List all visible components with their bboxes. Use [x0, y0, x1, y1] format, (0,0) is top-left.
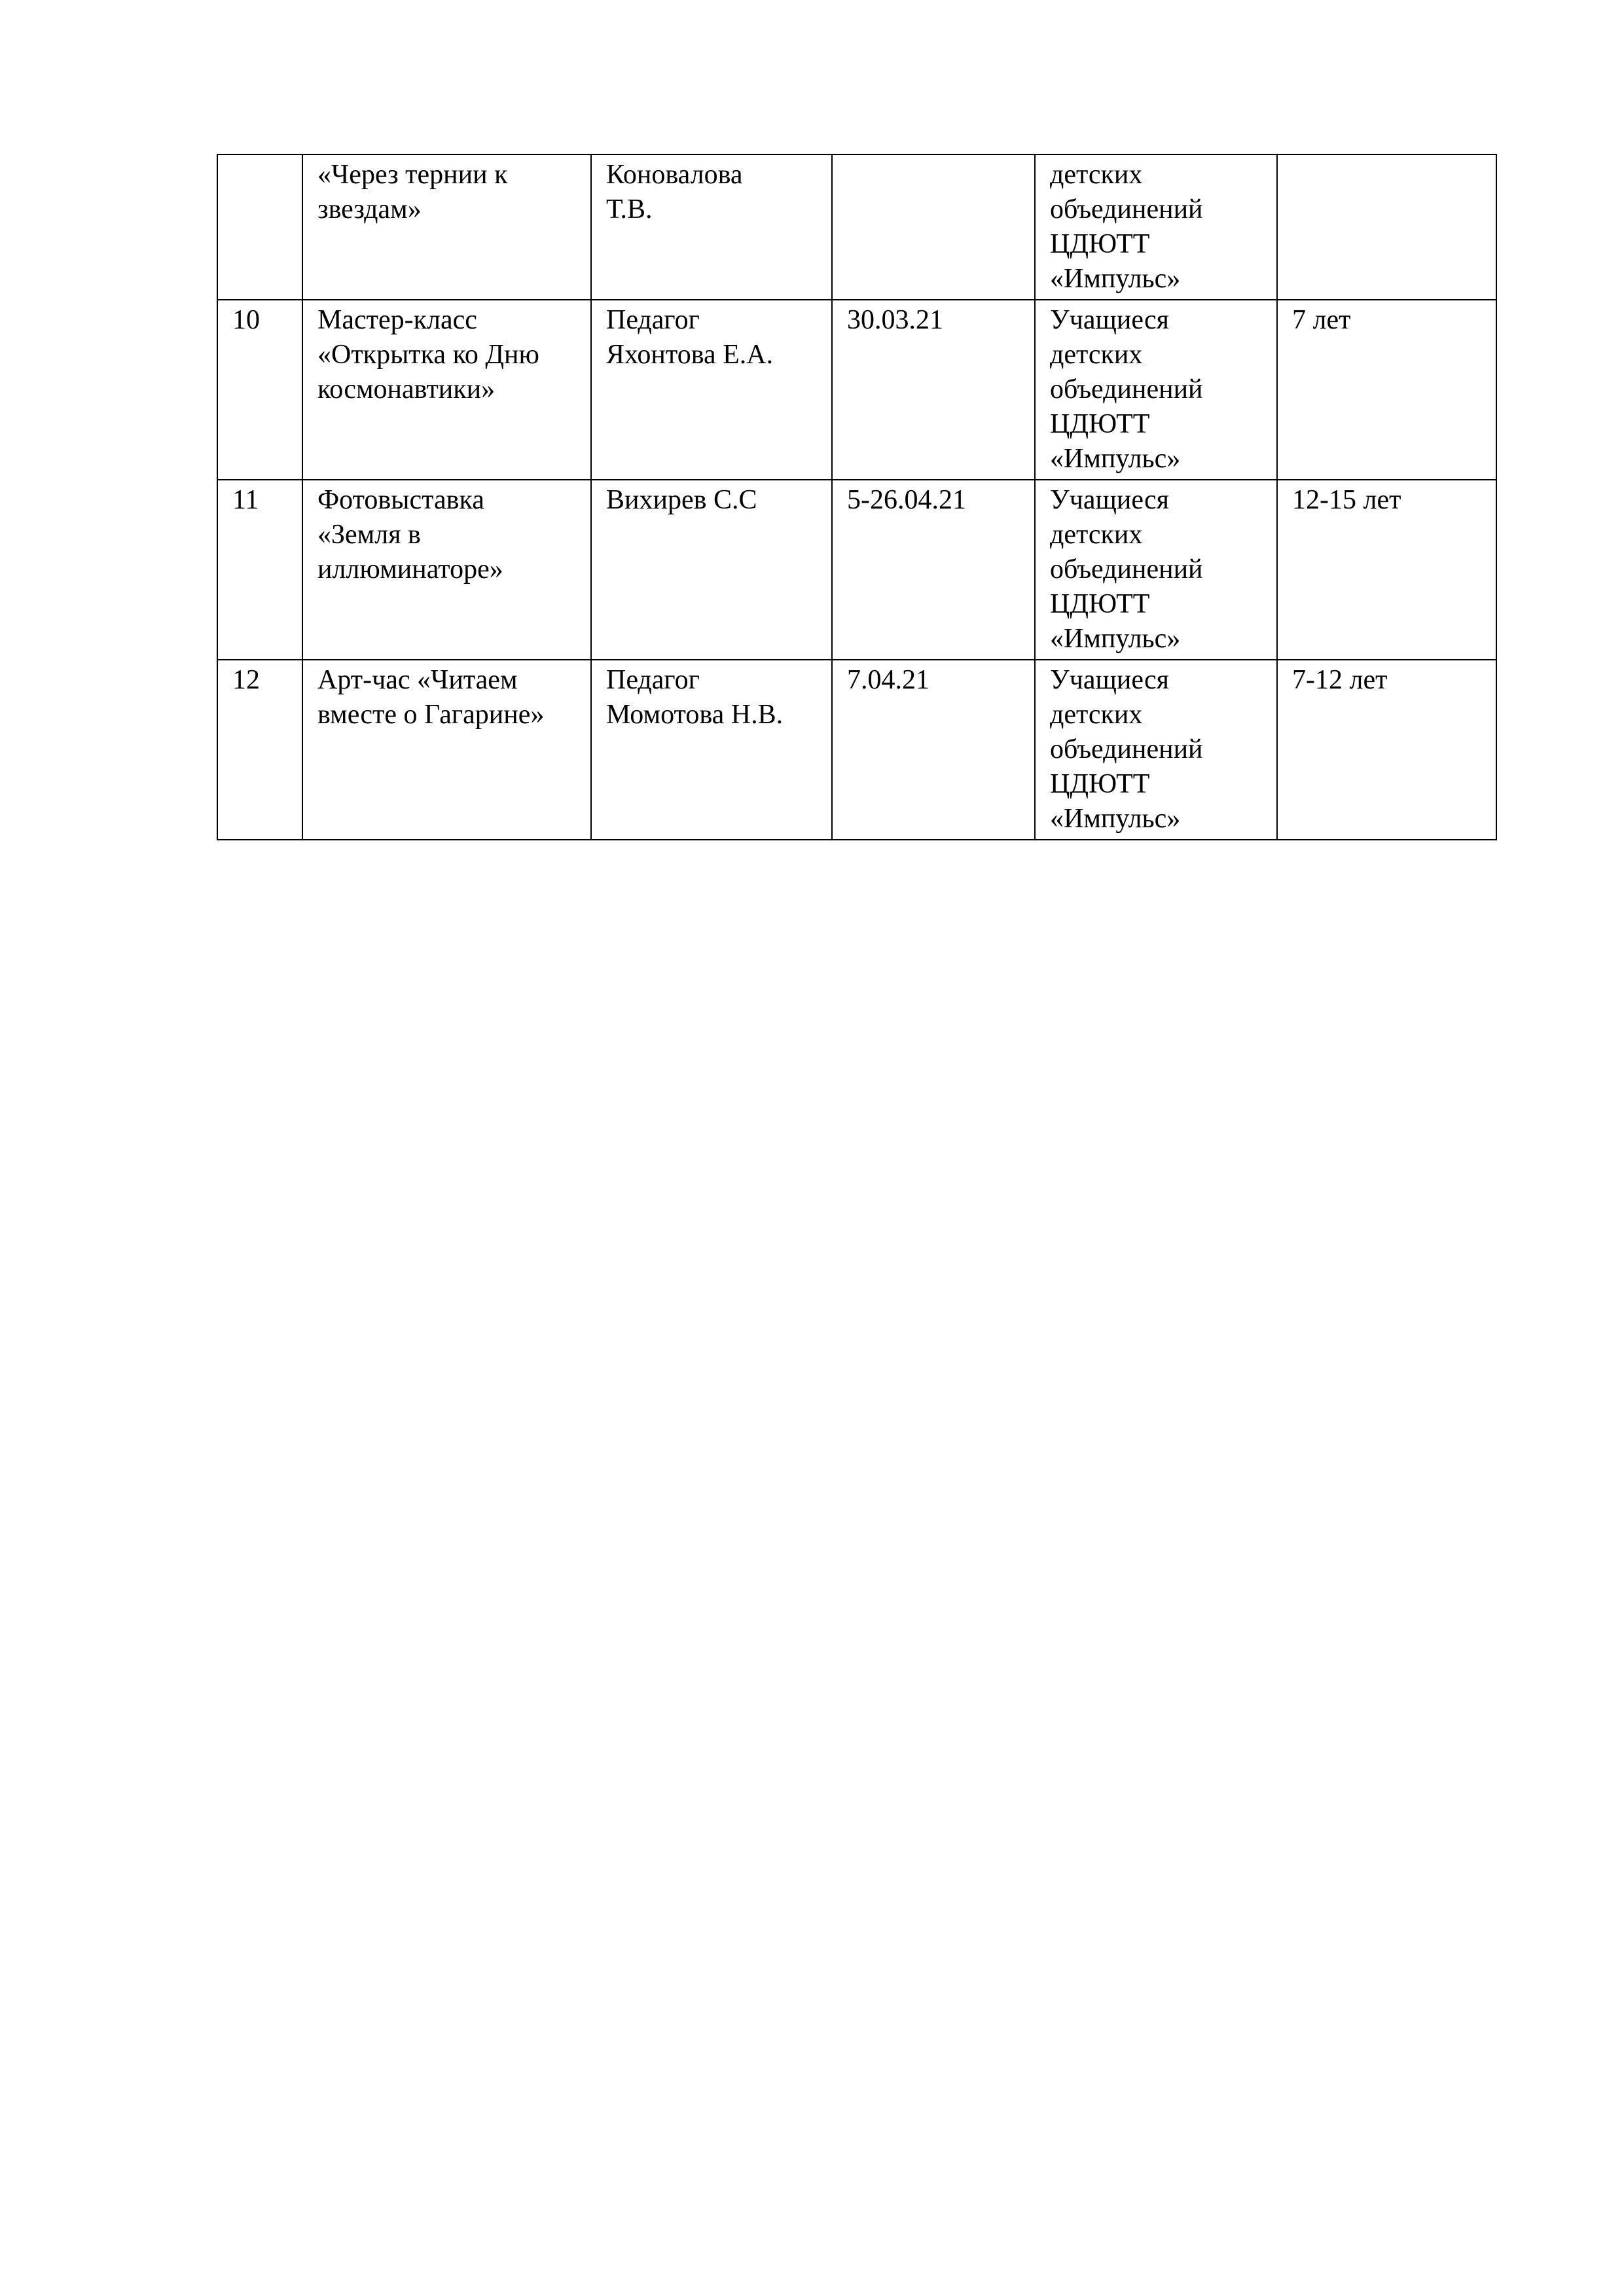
participants-line: ЦДЮТТ: [1050, 589, 1150, 619]
participants-line: ЦДЮТТ: [1050, 409, 1150, 439]
number-text: 10: [232, 305, 260, 335]
cell-participants: [1035, 660, 1277, 840]
age-text: 12-15 лет: [1292, 485, 1401, 515]
participants-line: «Импульс»: [1050, 624, 1181, 654]
participants-line: детских: [1050, 520, 1143, 550]
cell-responsible: [591, 480, 832, 660]
event-line: вместе о Гагарине»: [317, 700, 545, 730]
participants-line: «Импульс»: [1050, 264, 1181, 294]
table-row: [217, 660, 1496, 840]
event-line: Фотовыставка: [317, 485, 484, 515]
event-line: Арт-час «Читаем: [317, 665, 518, 695]
participants-line: объединений: [1050, 374, 1203, 404]
event-line: «Через тернии к: [317, 160, 508, 190]
cell-event: [302, 154, 591, 300]
age-text: 7 лет: [1292, 305, 1351, 335]
event-line: «Открытка ко Дню: [317, 340, 539, 370]
participants-line: детских: [1050, 340, 1143, 370]
cell-age: [1277, 480, 1496, 660]
participants-line: детских: [1050, 160, 1143, 190]
cell-participants: [1035, 300, 1277, 480]
cell-age: [1277, 300, 1496, 480]
date-text: 5-26.04.21: [847, 485, 966, 515]
responsible-line: Момотова Н.В.: [606, 700, 784, 730]
cell-event: [302, 660, 591, 840]
table-row: [217, 154, 1496, 300]
responsible-line: Коновалова: [606, 160, 743, 190]
cell-number: [217, 480, 302, 660]
participants-line: «Импульс»: [1050, 444, 1181, 474]
date-text: 7.04.21: [847, 665, 929, 695]
participants-line: «Импульс»: [1050, 804, 1181, 834]
cell-date: [832, 154, 1035, 300]
participants-line: детских: [1050, 700, 1143, 730]
participants-line: объединений: [1050, 194, 1203, 224]
number-text: 11: [232, 485, 259, 515]
cell-event: [302, 480, 591, 660]
number-text: 12: [232, 665, 260, 695]
event-line: космонавтики»: [317, 374, 496, 404]
participants-line: объединений: [1050, 554, 1203, 584]
responsible-line: Педагог: [606, 305, 700, 335]
cell-date: [832, 480, 1035, 660]
responsible-line: Т.В.: [606, 194, 653, 224]
responsible-line: Вихирев С.С: [606, 485, 757, 515]
participants-line: ЦДЮТТ: [1050, 769, 1150, 799]
cell-responsible: [591, 300, 832, 480]
cell-date: [832, 300, 1035, 480]
participants-line: Учащиеся: [1050, 485, 1169, 515]
cell-number: [217, 300, 302, 480]
participants-line: объединений: [1050, 734, 1203, 764]
participants-line: ЦДЮТТ: [1050, 229, 1150, 259]
cell-event: [302, 300, 591, 480]
age-text: 7-12 лет: [1292, 665, 1388, 695]
cell-number: [217, 660, 302, 840]
events-table-body: [217, 154, 1496, 840]
event-line: звездам»: [317, 194, 422, 224]
cell-participants: [1035, 154, 1277, 300]
table-row: [217, 480, 1496, 660]
participants-line: Учащиеся: [1050, 305, 1169, 335]
responsible-line: Яхонтова Е.А.: [606, 340, 774, 370]
cell-age: [1277, 660, 1496, 840]
events-table: [217, 154, 1497, 840]
table-row: [217, 300, 1496, 480]
cell-number: [217, 154, 302, 300]
event-line: «Земля в: [317, 520, 421, 550]
cell-age: [1277, 154, 1496, 300]
event-line: иллюминаторе»: [317, 554, 503, 584]
responsible-line: Педагог: [606, 665, 700, 695]
event-line: Мастер-класс: [317, 305, 477, 335]
cell-date: [832, 660, 1035, 840]
cell-participants: [1035, 480, 1277, 660]
cell-responsible: [591, 660, 832, 840]
participants-line: Учащиеся: [1050, 665, 1169, 695]
cell-responsible: [591, 154, 832, 300]
date-text: 30.03.21: [847, 305, 943, 335]
